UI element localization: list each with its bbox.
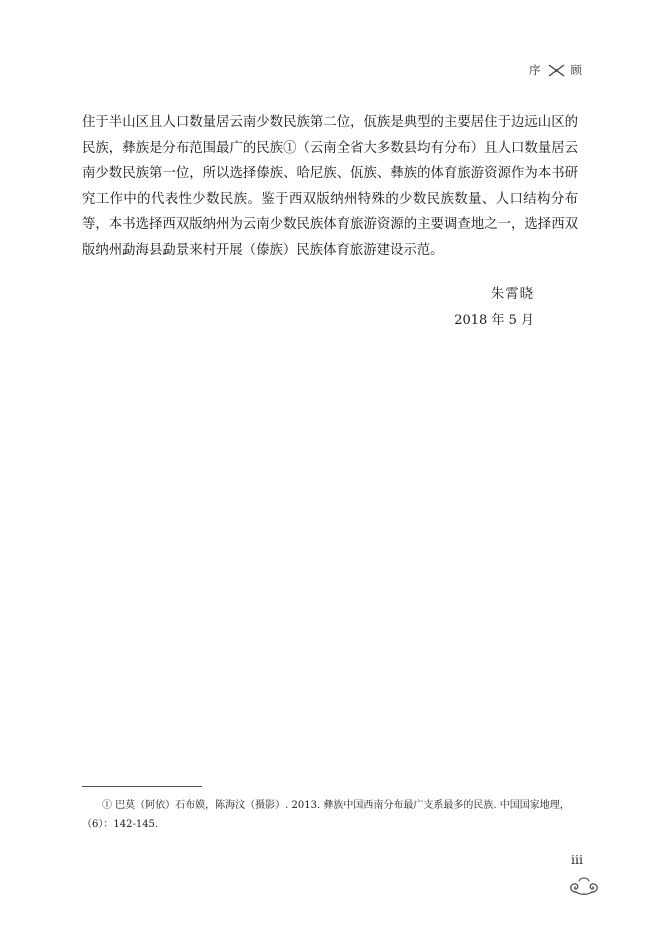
footnote-line-1: ① 巴莫（阿依）石布嫫，陈海汶（摄影）. 2013. 彝族中国西南分布最广支系最多的民族. 中国国家地理， [102, 800, 570, 811]
running-head [529, 62, 583, 78]
flourish-ornament-icon [548, 64, 565, 77]
body-text-block [82, 110, 578, 264]
body-paragraph: 住于半山区且人口数量居云南少数民族第二位，佤族是典型的主要居住于边远山区的民族，彝族是分布范围最广的民族①（云南全省大多数县均有分布）且人口数量居云南少数民族第一位，所以选择傣族、哈尼族、佤族、彝族的体育旅游资源作为本书研究工作中的代表性少数民族。鉴于西双版纳州特殊的少数民族数量、人口结构分布等，本书选择西双版纳州为云南少数民族体育旅游资源的主要调查地之一，选择西双版纳州勐海县勐景来村开展（傣族）民族体育旅游建设示范。 [82, 115, 578, 258]
running-head-page-marker: 顾 [570, 63, 583, 77]
footnote-block [82, 796, 582, 834]
signature-date: 2018 年 5 月 [454, 313, 534, 328]
signature-block [82, 282, 578, 334]
footnote-divider [82, 786, 202, 787]
footnote-line-2: （6）：142-145. [82, 819, 159, 830]
author-signature: 朱霄晓 [490, 287, 534, 302]
double-spiral-ornament-icon [567, 872, 601, 898]
page-number: iii [571, 852, 583, 867]
running-head-label: 序 [529, 63, 542, 77]
